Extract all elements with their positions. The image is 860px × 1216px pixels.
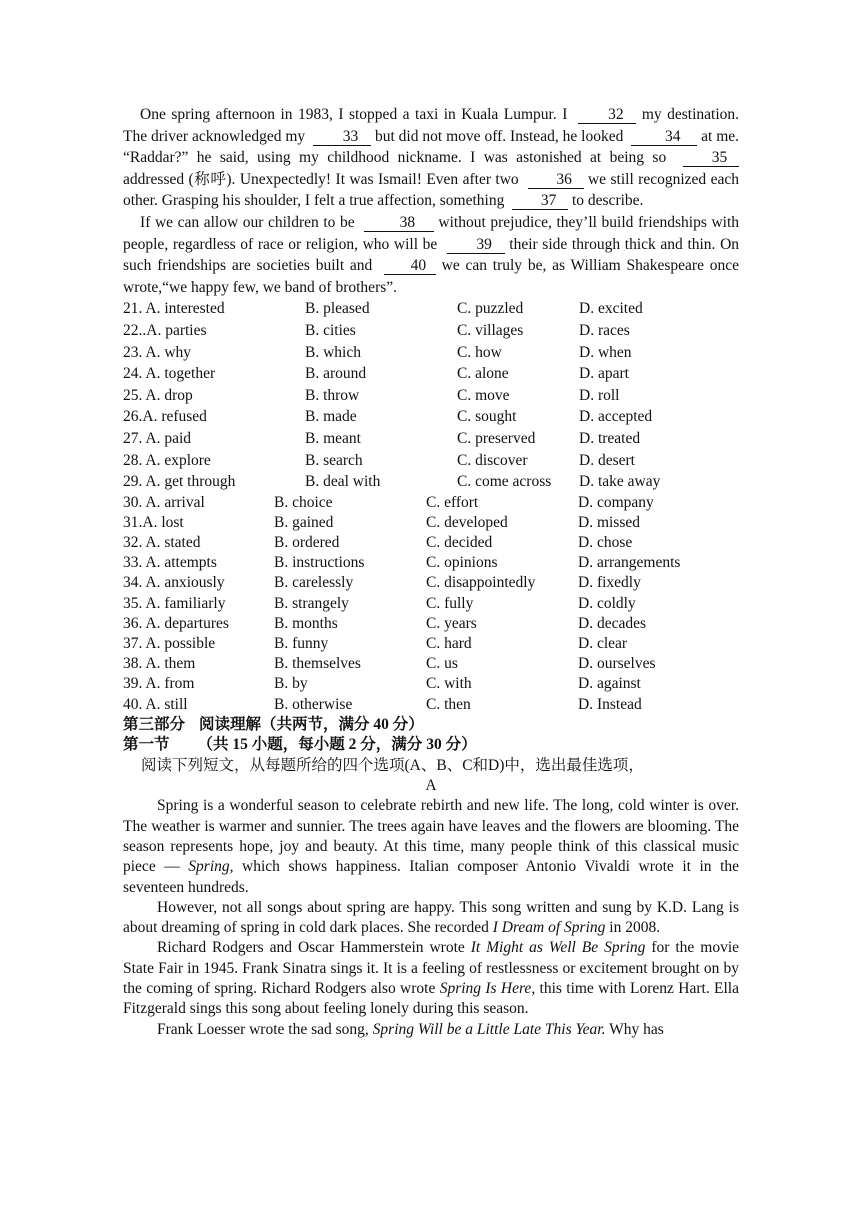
text: which shows happiness. Italian composer Antonio Vivaldi wrote it in the seventeen hundreds. (123, 858, 740, 896)
option-row (123, 385, 739, 407)
section-title-end: 分） (445, 736, 477, 754)
option-d: D. clear (578, 635, 628, 652)
song-title: Spring Is Here (439, 979, 532, 997)
option-d: D. treated (579, 429, 641, 447)
option-row (123, 533, 739, 553)
option-b: B. pleased (305, 300, 370, 318)
option-d: D. against (578, 675, 641, 693)
option-row (123, 634, 739, 654)
option-d: D. missed (578, 513, 640, 531)
option-c: C. decided (426, 534, 493, 552)
blank-35: 35 (683, 149, 739, 167)
option-d: D. accepted (579, 408, 653, 426)
section-number: 第一节 (123, 736, 170, 754)
option-b: B. which (305, 343, 361, 361)
option-c: C. discover (457, 451, 528, 469)
reading-paragraph-1 (123, 796, 739, 897)
option-c: C. disappointedly (426, 574, 536, 592)
per-question-score: 2 (348, 736, 357, 754)
option-c: C. hard (426, 635, 472, 652)
option-row (123, 654, 739, 674)
option-a: 33. A. attempts (123, 554, 217, 572)
text: at me. “Raddar?” he said, using my childhood nickname. I was astonished at being so (123, 127, 740, 167)
option-d: D. company (578, 493, 654, 511)
section-total-score: 30 (426, 736, 442, 754)
option-b: B. meant (305, 429, 361, 447)
option-a: 28. A. explore (123, 451, 211, 469)
option-a: 39. A. from (123, 675, 195, 693)
blank-39: 39 (447, 236, 505, 254)
option-d: D. excited (579, 300, 643, 318)
option-c: C. then (426, 695, 471, 713)
option-c: C. come across (457, 473, 552, 491)
option-c: C. years (426, 614, 477, 632)
option-a: 36. A. departures (123, 614, 229, 632)
option-a: 37. A. possible (123, 635, 216, 652)
text: their side through thick and thin. On such friendships are societies built and (123, 235, 740, 275)
text: One spring afternoon in 1983, I stopped a taxi in Kuala Lumpur. I (140, 106, 568, 123)
part-title-end: 分） (392, 715, 424, 733)
option-b: B. throw (305, 386, 360, 404)
text: Richard Rodgers and Oscar Hammerstein wrote (157, 939, 465, 957)
song-title: It Might as Well Be Spring (470, 939, 646, 957)
option-a: 26.A. refused (123, 408, 207, 426)
option-a: 25. A. drop (123, 386, 193, 404)
text: but did not move off. Instead, he looked (374, 127, 624, 145)
option-b: B. cities (305, 321, 356, 339)
blank-38: 38 (364, 214, 434, 232)
blank-33: 33 (313, 128, 371, 146)
section-title-mid: 分，满分 (360, 736, 423, 754)
option-c: C. how (457, 343, 502, 361)
option-d: D. decades (578, 614, 646, 632)
text: Why has (609, 1020, 664, 1038)
part-three-heading (123, 715, 739, 735)
option-row (123, 342, 739, 364)
blank-36: 36 (528, 171, 584, 189)
option-a: 21. A. interested (123, 300, 225, 318)
option-b: B. funny (274, 635, 329, 652)
option-b: B. otherwise (274, 695, 353, 713)
option-row (123, 594, 739, 614)
option-d: D. races (579, 321, 630, 339)
option-a: 22..A. parties (123, 321, 207, 339)
option-row (123, 513, 739, 533)
option-b: B. instructions (274, 554, 365, 572)
text: to describe. (571, 192, 644, 210)
blank-40: 40 (384, 257, 436, 275)
song-title: Spring, (188, 858, 234, 876)
option-b: B. ordered (274, 534, 340, 552)
text: in 2008. (609, 919, 661, 937)
option-d: D. chose (578, 534, 633, 552)
option-row (123, 553, 739, 573)
option-b: B. made (305, 408, 357, 426)
option-c: C. us (426, 655, 458, 673)
option-a: 38. A. them (123, 655, 196, 673)
option-b: B. choice (274, 493, 333, 511)
song-title: I Dream of Spring (492, 919, 606, 937)
option-row (123, 695, 739, 715)
option-d: D. Instead (578, 695, 642, 713)
text: my destination. The driver acknowledged my (123, 106, 740, 145)
option-d: D. ourselves (578, 655, 656, 673)
option-b: B. gained (274, 513, 334, 531)
option-c: C. sought (457, 408, 517, 426)
option-a: 35. A. familiarly (123, 594, 226, 612)
option-a: 27. A. paid (123, 429, 192, 447)
option-row (123, 493, 739, 513)
text: Spring is a wonderful season to celebrate rebirth and new life. The long, cold winter is over. The weather is warmer and sunnier. The trees again have leaves and the flowers are blooming. The season represents hope, joy and beauty. At this time, many people think of this classical music piece — (123, 797, 739, 876)
option-b: B. by (274, 675, 308, 693)
text: we can truly be, as William Shakespeare once wrote,“we happy few, we band of brothers”. (123, 257, 739, 296)
text: for the movie State Fair in 1945. Frank Sinatra sings it. It is a feeling of restlessness or excitement brought on by the coming of spring. Richard Rodgers also wrote (123, 939, 740, 997)
option-b: B. strangely (274, 594, 349, 612)
option-row (123, 320, 739, 342)
option-c: C. puzzled (457, 300, 524, 318)
option-d: D. fixedly (578, 574, 641, 592)
option-a: 24. A. together (123, 365, 216, 383)
option-d: D. when (579, 343, 632, 361)
option-a: 34. A. anxiously (123, 574, 225, 592)
song-title: Spring Will be a Little Late This Year. (372, 1020, 606, 1038)
reading-paragraph-3 (123, 938, 739, 1019)
passage-paragraph-2 (123, 212, 739, 298)
options-list-21-29 (123, 298, 739, 492)
option-d: D. desert (579, 451, 635, 469)
section-one-heading (123, 735, 739, 755)
option-b: B. themselves (274, 655, 361, 673)
part-score: 40 (373, 715, 389, 733)
blank-37: 37 (512, 192, 568, 210)
option-c: C. opinions (426, 554, 498, 572)
option-c: C. move (457, 386, 510, 404)
option-c: C. fully (426, 594, 474, 612)
option-c: C. alone (457, 365, 509, 383)
option-a: 32. A. stated (123, 534, 201, 552)
option-d: D. arrangements (578, 554, 681, 572)
option-d: D. apart (579, 365, 629, 383)
option-row (123, 298, 739, 320)
option-d: D. roll (579, 386, 620, 404)
option-c: C. preserved (457, 429, 536, 447)
reading-paragraph-2 (123, 898, 739, 939)
option-d: D. take away (579, 473, 661, 491)
option-a: 29. A. get through (123, 473, 236, 491)
option-c: C. developed (426, 513, 508, 531)
passage-label: A (425, 776, 437, 794)
text: we still recognized each other. Grasping his shoulder, I felt a true affection, something (123, 170, 739, 210)
blank-34: 34 (631, 128, 697, 146)
text: However, not all songs about spring are happy. This song written and sung by K.D. Lang is about dreaming of spring in cold dark places. She recorded (123, 898, 739, 937)
option-b: B. months (274, 614, 338, 632)
passage-paragraph-1 (123, 104, 739, 212)
option-b: B. around (305, 365, 367, 383)
blank-32: 32 (578, 106, 636, 124)
option-a: 23. A. why (123, 343, 192, 361)
option-a: 40. A. still (123, 695, 188, 713)
options-list-30-40 (123, 493, 739, 715)
option-row (123, 363, 739, 385)
text: addressed (称呼). Unexpectedly! It was Ismail! Even after two (123, 170, 519, 188)
reading-instructions: 阅读下列短文，从每题所给的四个选项(A、B、C和D)中，选出最佳选项， (141, 756, 644, 774)
text: without prejudice, they’ll build friendships with people, regardless of race or religion, who will be (123, 213, 740, 253)
option-c: C. effort (426, 493, 479, 511)
option-b: B. search (305, 451, 363, 469)
option-c: C. with (426, 675, 472, 693)
section-title: （共 (197, 736, 229, 754)
option-row (123, 450, 739, 472)
section-title-mid: 小题，每小题 (251, 736, 345, 754)
text: If we can allow our children to be (140, 213, 355, 231)
option-row (123, 573, 739, 593)
exam-page (123, 104, 739, 1040)
part-title: 阅读理解（共两节，满分 (199, 715, 370, 733)
question-count: 15 (232, 736, 248, 754)
option-row (123, 614, 739, 634)
option-d: D. coldly (578, 594, 636, 612)
text: , this time with Lorenz Hart. Ella Fitzgerald sings this song about feeling lonely during this season. (123, 979, 739, 1018)
option-a: 31.A. lost (123, 513, 184, 531)
part-number: 第三部分 (123, 715, 186, 733)
option-row (123, 406, 739, 428)
reading-paragraph-4 (123, 1020, 739, 1040)
option-a: 30. A. arrival (123, 493, 205, 511)
option-b: B. deal with (305, 473, 381, 491)
option-c: C. villages (457, 321, 524, 339)
option-row (123, 674, 739, 694)
option-row (123, 428, 739, 450)
option-row (123, 471, 739, 493)
text: Frank Loesser wrote the sad song, (157, 1020, 369, 1038)
option-b: B. carelessly (274, 574, 354, 592)
